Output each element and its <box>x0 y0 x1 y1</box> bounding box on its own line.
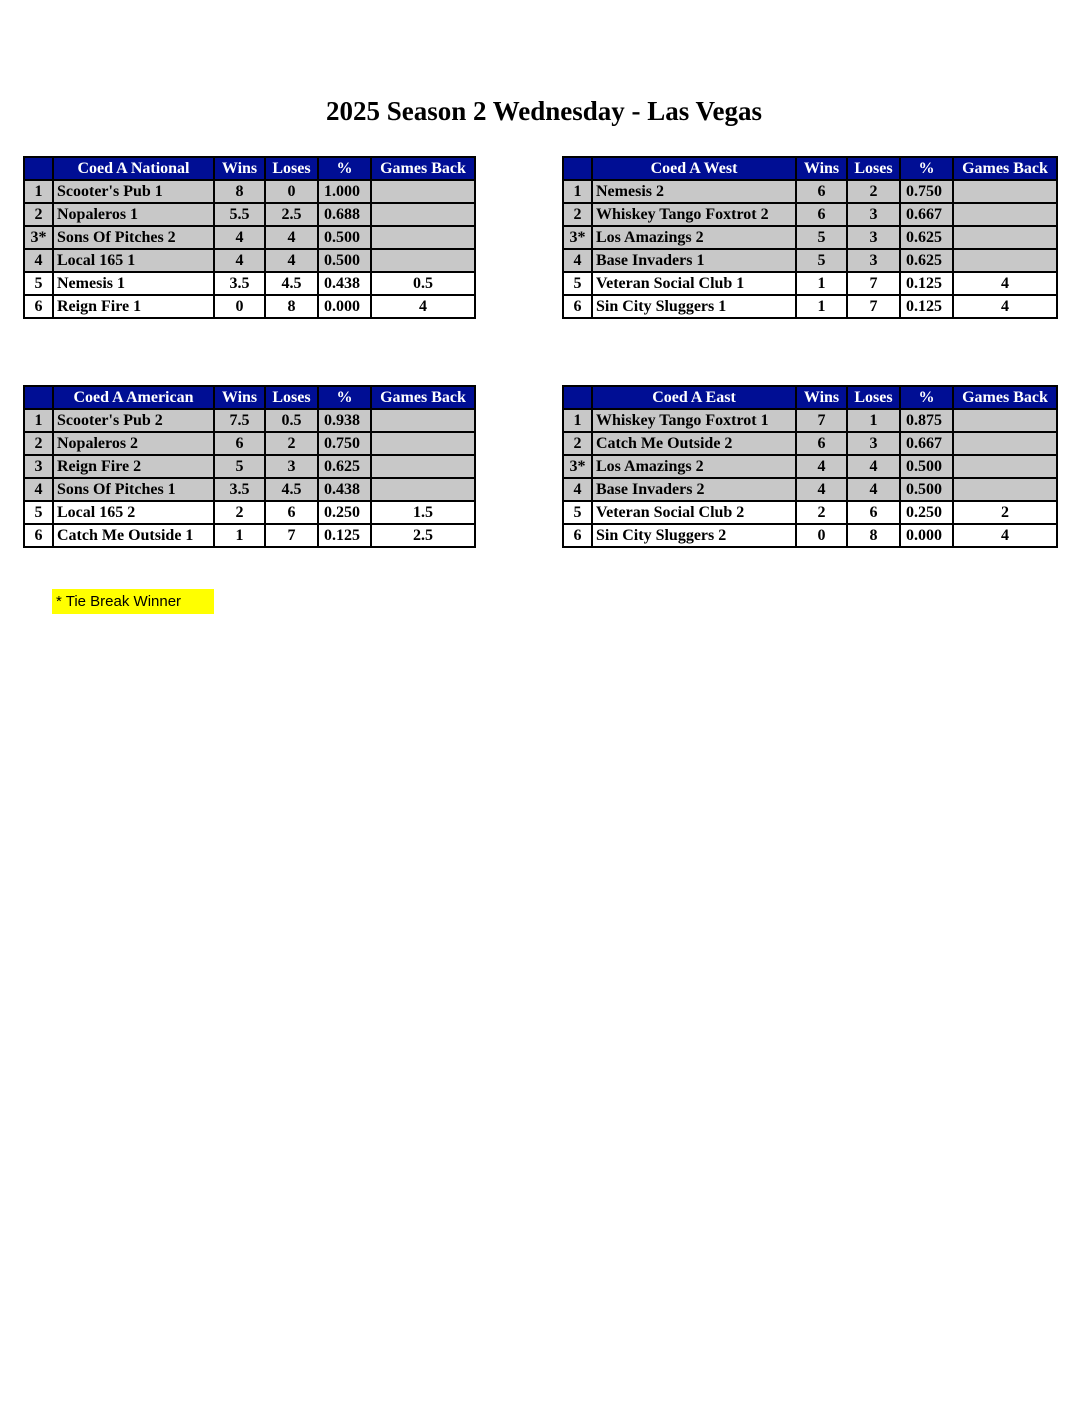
wins-cell: 2 <box>796 501 847 524</box>
rank-cell: 2 <box>24 203 53 226</box>
wins-cell: 4 <box>796 478 847 501</box>
wins-cell: 6 <box>214 432 265 455</box>
loses-cell: 3 <box>847 226 900 249</box>
team-name-cell: Nemesis 2 <box>592 180 796 203</box>
table-row <box>563 478 1057 501</box>
loses-header: Loses <box>265 157 318 180</box>
wins-cell: 1 <box>796 295 847 318</box>
games-back-cell: 4 <box>953 295 1057 318</box>
rank-cell: 1 <box>24 409 53 432</box>
wins-cell: 5 <box>214 455 265 478</box>
loses-cell: 3 <box>847 249 900 272</box>
loses-header: Loses <box>847 157 900 180</box>
games-back-cell <box>371 432 475 455</box>
table-row <box>563 272 1057 295</box>
standings-table-east <box>562 385 1058 548</box>
pct-cell: 0.125 <box>900 272 953 295</box>
table-row <box>563 180 1057 203</box>
team-name-cell: Los Amazings 2 <box>592 455 796 478</box>
wins-cell: 5.5 <box>214 203 265 226</box>
loses-cell: 2 <box>265 432 318 455</box>
wins-cell: 8 <box>214 180 265 203</box>
loses-cell: 6 <box>847 501 900 524</box>
rank-cell: 6 <box>24 295 53 318</box>
pct-cell: 0.438 <box>318 272 371 295</box>
pct-header: % <box>900 386 953 409</box>
wins-cell: 3.5 <box>214 478 265 501</box>
games-back-cell <box>371 455 475 478</box>
loses-cell: 7 <box>847 272 900 295</box>
wins-cell: 6 <box>796 203 847 226</box>
pct-cell: 0.125 <box>900 295 953 318</box>
wins-cell: 5 <box>796 249 847 272</box>
pct-header: % <box>318 157 371 180</box>
page-title: 2025 Season 2 Wednesday - Las Vegas <box>325 96 763 126</box>
table-header-row <box>24 157 475 180</box>
pct-cell: 0.625 <box>900 226 953 249</box>
pct-cell: 0.500 <box>318 226 371 249</box>
rank-cell: 5 <box>563 501 592 524</box>
wins-cell: 6 <box>796 432 847 455</box>
wins-cell: 0 <box>796 524 847 547</box>
team-name-cell: Sin City Sluggers 1 <box>592 295 796 318</box>
games-back-cell <box>371 203 475 226</box>
wins-header: Wins <box>214 386 265 409</box>
pct-cell: 0.250 <box>318 501 371 524</box>
table-row <box>24 295 475 318</box>
wins-header: Wins <box>796 157 847 180</box>
loses-cell: 4 <box>265 226 318 249</box>
rank-cell: 2 <box>24 432 53 455</box>
wins-cell: 1 <box>796 272 847 295</box>
games-back-cell: 4 <box>371 295 475 318</box>
rank-cell: 5 <box>24 272 53 295</box>
team-name-cell: Catch Me Outside 1 <box>53 524 214 547</box>
table-row <box>563 455 1057 478</box>
table-header-row <box>24 386 475 409</box>
pct-cell: 0.875 <box>900 409 953 432</box>
tie-break-legend: * Tie Break Winner <box>52 589 214 614</box>
division-name: Coed A American <box>53 386 214 409</box>
loses-cell: 7 <box>265 524 318 547</box>
pct-cell: 0.500 <box>900 455 953 478</box>
table-row <box>24 501 475 524</box>
team-name-cell: Los Amazings 2 <box>592 226 796 249</box>
pct-cell: 0.625 <box>900 249 953 272</box>
loses-cell: 4 <box>265 249 318 272</box>
pct-cell: 0.667 <box>900 203 953 226</box>
table-row <box>24 524 475 547</box>
rank-cell: 4 <box>563 249 592 272</box>
rank-cell: 3* <box>24 226 53 249</box>
table-row <box>563 249 1057 272</box>
table-row <box>24 203 475 226</box>
games-back-cell <box>953 478 1057 501</box>
rank-cell: 3 <box>24 455 53 478</box>
rank-cell: 2 <box>563 203 592 226</box>
pct-cell: 0.500 <box>900 478 953 501</box>
table-row <box>24 180 475 203</box>
pct-cell: 0.125 <box>318 524 371 547</box>
games-back-cell: 2.5 <box>371 524 475 547</box>
pct-cell: 0.438 <box>318 478 371 501</box>
table-row <box>24 478 475 501</box>
team-name-cell: Veteran Social Club 1 <box>592 272 796 295</box>
team-name-cell: Base Invaders 1 <box>592 249 796 272</box>
wins-cell: 7 <box>796 409 847 432</box>
wins-cell: 1 <box>214 524 265 547</box>
pct-header: % <box>900 157 953 180</box>
games-back-cell: 2 <box>953 501 1057 524</box>
loses-cell: 3 <box>847 203 900 226</box>
division-name: Coed A West <box>592 157 796 180</box>
team-name-cell: Scooter's Pub 1 <box>53 180 214 203</box>
pct-cell: 0.000 <box>318 295 371 318</box>
games-back-cell <box>953 203 1057 226</box>
team-name-cell: Nemesis 1 <box>53 272 214 295</box>
table-row <box>24 455 475 478</box>
table-row <box>563 203 1057 226</box>
loses-cell: 7 <box>847 295 900 318</box>
games-back-cell: 0.5 <box>371 272 475 295</box>
table-row <box>24 409 475 432</box>
games-back-cell <box>371 409 475 432</box>
table-row <box>24 226 475 249</box>
team-name-cell: Whiskey Tango Foxtrot 2 <box>592 203 796 226</box>
standings-table-national <box>23 156 476 319</box>
wins-cell: 4 <box>214 249 265 272</box>
rank-cell: 4 <box>24 478 53 501</box>
loses-cell: 0.5 <box>265 409 318 432</box>
games-back-cell: 4 <box>953 272 1057 295</box>
games-back-cell <box>371 226 475 249</box>
rank-cell: 6 <box>563 524 592 547</box>
pct-cell: 0.625 <box>318 455 371 478</box>
team-name-cell: Veteran Social Club 2 <box>592 501 796 524</box>
loses-cell: 0 <box>265 180 318 203</box>
standings-table-west <box>562 156 1058 319</box>
games-back-header: Games Back <box>371 386 475 409</box>
loses-cell: 4 <box>847 478 900 501</box>
table-row <box>24 432 475 455</box>
games-back-cell <box>953 180 1057 203</box>
loses-cell: 2 <box>847 180 900 203</box>
loses-cell: 2.5 <box>265 203 318 226</box>
pct-cell: 0.750 <box>900 180 953 203</box>
team-name-cell: Base Invaders 2 <box>592 478 796 501</box>
team-name-cell: Whiskey Tango Foxtrot 1 <box>592 409 796 432</box>
games-back-cell <box>371 249 475 272</box>
pct-cell: 0.688 <box>318 203 371 226</box>
team-name-cell: Local 165 2 <box>53 501 214 524</box>
wins-cell: 0 <box>214 295 265 318</box>
standings-table-american <box>23 385 476 548</box>
loses-cell: 1 <box>847 409 900 432</box>
rank-cell: 6 <box>563 295 592 318</box>
wins-header: Wins <box>214 157 265 180</box>
rank-cell: 3* <box>563 455 592 478</box>
team-name-cell: Local 165 1 <box>53 249 214 272</box>
team-name-cell: Sons Of Pitches 1 <box>53 478 214 501</box>
rank-cell: 3* <box>563 226 592 249</box>
wins-cell: 3.5 <box>214 272 265 295</box>
pct-cell: 0.000 <box>900 524 953 547</box>
table-row <box>563 409 1057 432</box>
pct-cell: 0.500 <box>318 249 371 272</box>
rank-cell: 5 <box>563 272 592 295</box>
wins-cell: 7.5 <box>214 409 265 432</box>
table-row <box>563 501 1057 524</box>
games-back-cell <box>953 432 1057 455</box>
table-row <box>563 226 1057 249</box>
rank-cell: 6 <box>24 524 53 547</box>
loses-cell: 8 <box>847 524 900 547</box>
pct-cell: 0.250 <box>900 501 953 524</box>
rank-cell: 4 <box>563 478 592 501</box>
team-name-cell: Nopaleros 1 <box>53 203 214 226</box>
wins-cell: 5 <box>796 226 847 249</box>
pct-cell: 0.750 <box>318 432 371 455</box>
rank-cell: 1 <box>563 180 592 203</box>
rank-cell: 4 <box>24 249 53 272</box>
table-row <box>563 432 1057 455</box>
table-row <box>24 249 475 272</box>
rank-header <box>563 157 592 180</box>
loses-header: Loses <box>847 386 900 409</box>
wins-cell: 6 <box>796 180 847 203</box>
rank-cell: 2 <box>563 432 592 455</box>
team-name-cell: Catch Me Outside 2 <box>592 432 796 455</box>
loses-cell: 4.5 <box>265 272 318 295</box>
team-name-cell: Reign Fire 2 <box>53 455 214 478</box>
games-back-header: Games Back <box>953 386 1057 409</box>
table-header-row <box>563 386 1057 409</box>
games-back-cell: 1.5 <box>371 501 475 524</box>
wins-cell: 4 <box>214 226 265 249</box>
team-name-cell: Scooter's Pub 2 <box>53 409 214 432</box>
loses-cell: 4 <box>847 455 900 478</box>
games-back-cell <box>953 249 1057 272</box>
rank-cell: 1 <box>24 180 53 203</box>
rank-cell: 5 <box>24 501 53 524</box>
pct-header: % <box>318 386 371 409</box>
wins-cell: 2 <box>214 501 265 524</box>
loses-header: Loses <box>265 386 318 409</box>
team-name-cell: Reign Fire 1 <box>53 295 214 318</box>
rank-header <box>24 157 53 180</box>
table-row <box>563 524 1057 547</box>
pct-cell: 0.938 <box>318 409 371 432</box>
table-row <box>24 272 475 295</box>
loses-cell: 3 <box>265 455 318 478</box>
team-name-cell: Nopaleros 2 <box>53 432 214 455</box>
table-header-row <box>563 157 1057 180</box>
rank-cell: 1 <box>563 409 592 432</box>
loses-cell: 3 <box>847 432 900 455</box>
games-back-cell <box>371 478 475 501</box>
team-name-cell: Sin City Sluggers 2 <box>592 524 796 547</box>
games-back-cell <box>953 455 1057 478</box>
loses-cell: 8 <box>265 295 318 318</box>
division-name: Coed A National <box>53 157 214 180</box>
team-name-cell: Sons Of Pitches 2 <box>53 226 214 249</box>
games-back-cell <box>953 226 1057 249</box>
games-back-cell: 4 <box>953 524 1057 547</box>
table-row <box>563 295 1057 318</box>
games-back-header: Games Back <box>371 157 475 180</box>
games-back-cell <box>953 409 1057 432</box>
loses-cell: 6 <box>265 501 318 524</box>
rank-header <box>24 386 53 409</box>
games-back-cell <box>371 180 475 203</box>
pct-cell: 0.667 <box>900 432 953 455</box>
division-name: Coed A East <box>592 386 796 409</box>
wins-cell: 4 <box>796 455 847 478</box>
games-back-header: Games Back <box>953 157 1057 180</box>
wins-header: Wins <box>796 386 847 409</box>
rank-header <box>563 386 592 409</box>
loses-cell: 4.5 <box>265 478 318 501</box>
pct-cell: 1.000 <box>318 180 371 203</box>
